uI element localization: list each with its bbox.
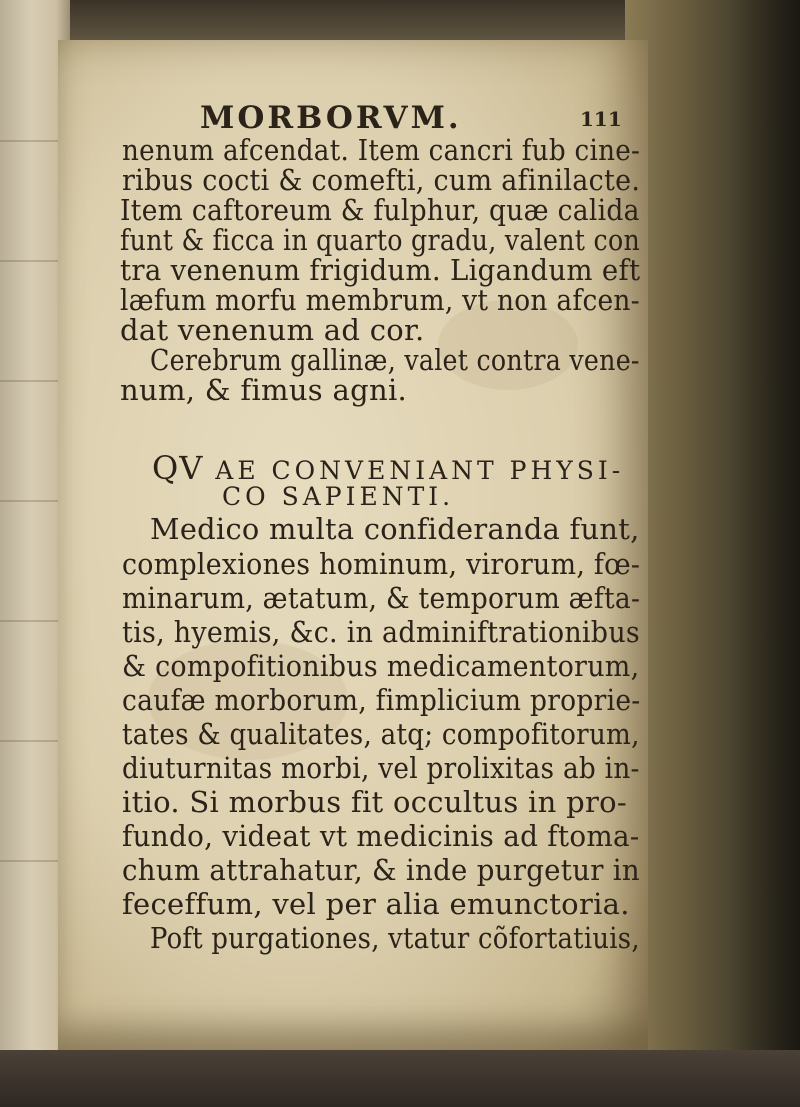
- text-line: funt & ficca in quarto gradu, valent con: [120, 223, 640, 257]
- section-heading-line2: CO SAPIENTI.: [222, 482, 455, 511]
- text-line: tra venenum frigidum. Ligandum eft: [120, 253, 641, 287]
- text-line: num, & fimus agni.: [120, 373, 408, 407]
- binding-shadow: [730, 0, 800, 1107]
- text-line: & compofitionibus medicamentorum,: [122, 649, 640, 683]
- text-line: minarum, ætatum, & temporum æfta-: [122, 581, 641, 615]
- page-edge-line: [0, 380, 60, 382]
- text-line: læfum morfu membrum, vt non afcen-: [120, 283, 640, 317]
- page-edge-line: [0, 740, 60, 742]
- text-line: complexiones hominum, virorum, fœ-: [122, 547, 641, 581]
- running-header: MORBORVM.: [200, 100, 462, 136]
- text-line: Cerebrum gallinæ, valet contra vene-: [150, 343, 640, 377]
- bottom-shadow: [0, 1050, 800, 1107]
- page-edge-line: [0, 500, 60, 502]
- text-line: Medico multa confideranda funt,: [150, 512, 640, 546]
- page-edge-line: [0, 860, 60, 862]
- top-shadow: [70, 0, 670, 40]
- text-line: caufæ morborum, fimplicium proprie-: [122, 683, 641, 717]
- text-line: chum attrahatur, & inde purgetur in: [122, 853, 640, 887]
- text-line: feceffum, vel per alia emunctoria.: [122, 887, 630, 921]
- text-line: diuturnitas morbi, vel prolixitas ab in-: [122, 751, 640, 785]
- text-line: nenum afcendat. Item cancri fub cine-: [122, 133, 641, 167]
- page-edge-line: [0, 260, 60, 262]
- text-line: Item caftoreum & fulphur, quæ calida: [120, 193, 640, 227]
- heading-initial: QV: [152, 449, 204, 487]
- text-line: itio. Si morbus fit occultus in pro-: [122, 785, 627, 819]
- text-line: fundo, videat vt medicinis ad ftoma-: [122, 819, 640, 853]
- text-line: ribus cocti & comefti, cum afinilacte.: [122, 163, 641, 197]
- text-line: dat venenum ad cor.: [120, 313, 425, 347]
- page-edge-line: [0, 140, 60, 142]
- heading-rest: AE CONVENIANT PHYSI-: [215, 456, 625, 485]
- text-line: tates & qualitates, atq; compofitorum,: [122, 717, 640, 751]
- page-number: 111: [580, 107, 622, 131]
- page-edge-line: [0, 620, 60, 622]
- text-line: tis, hyemis, &c. in adminiftrationibus: [122, 615, 641, 649]
- text-line: Poft purgationes, vtatur cõfortatiuis,: [150, 921, 640, 955]
